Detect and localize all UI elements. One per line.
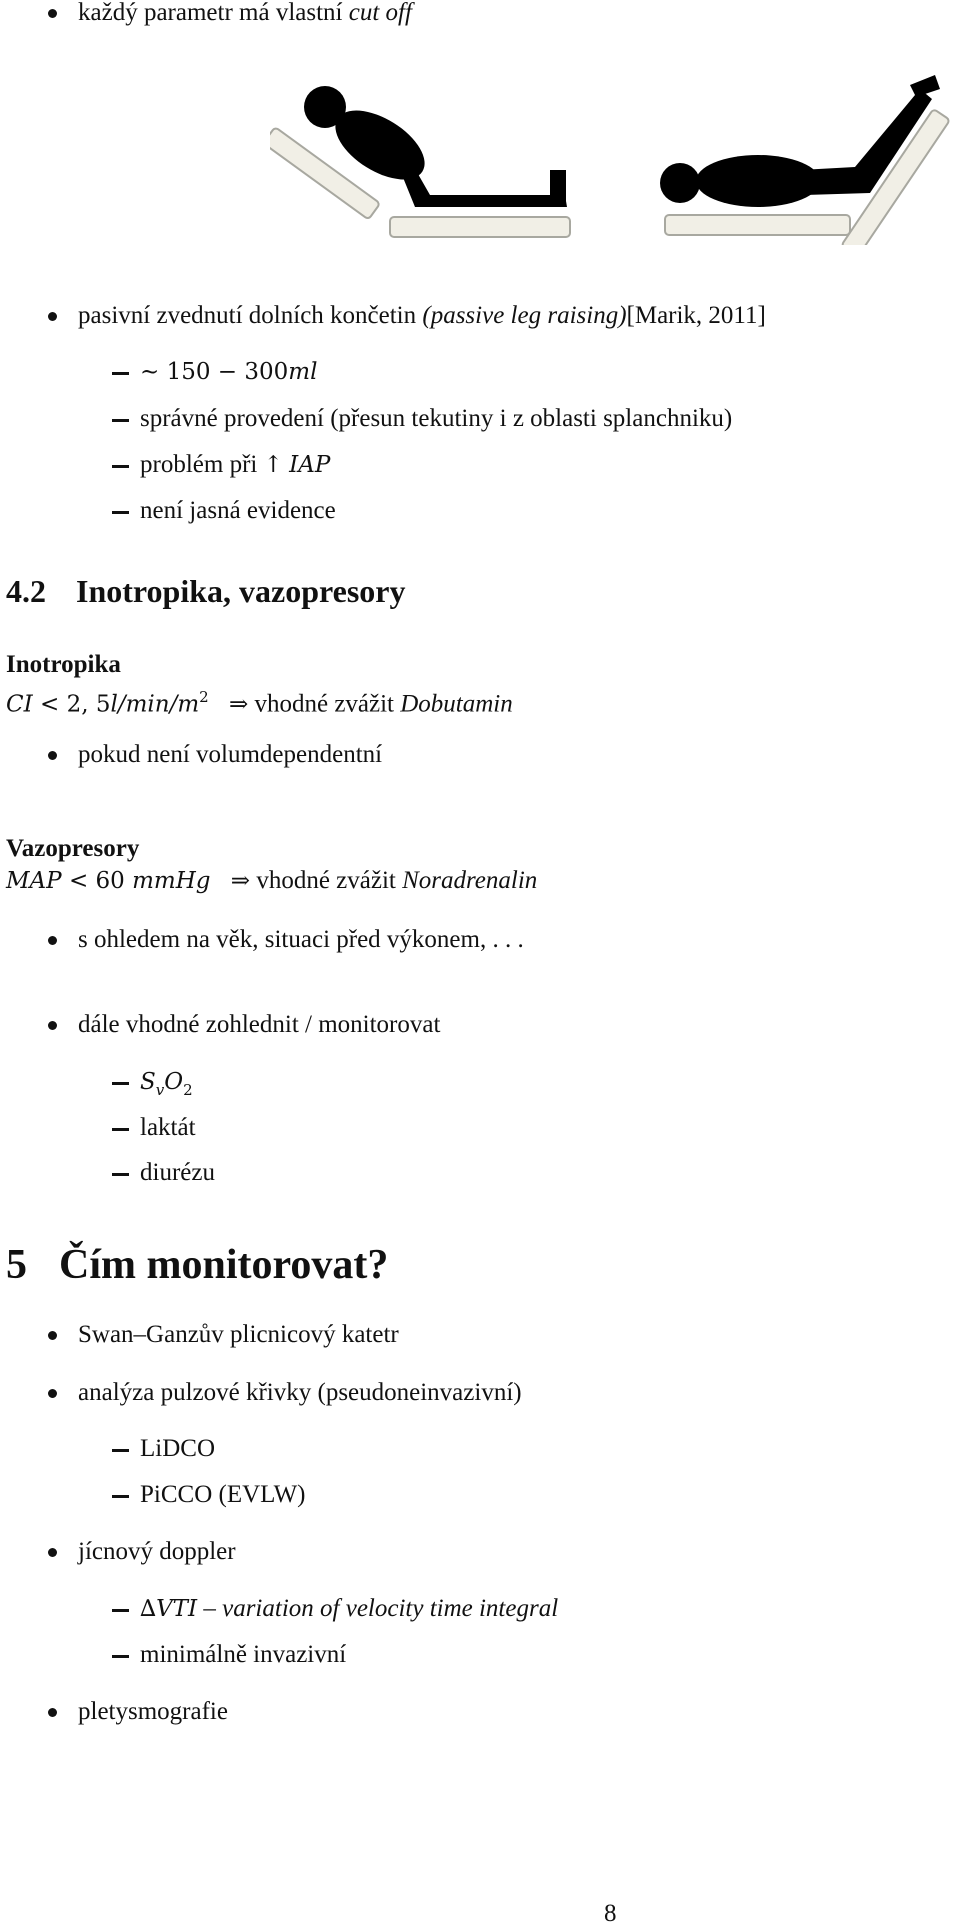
section-title: Inotropika, vazopresory — [76, 573, 406, 609]
svo2-s: S — [140, 1069, 156, 1095]
bullet-pletysmografie-text: pletysmografie — [78, 1698, 228, 1725]
inotropika-drug: Dobutamin — [400, 690, 513, 718]
bullet-swan-ganz-text: Swan–Ganzův plicnicový katetr — [78, 1321, 399, 1348]
subheading-inotropika: Inotropika — [6, 651, 121, 678]
bullet-passive-leg-raising — [78, 301, 766, 331]
svo2-o: O — [164, 1069, 184, 1095]
up-arrow-icon: ↑ — [263, 452, 283, 478]
bullet-ohledem-text: s ohledem na věk, situaci před výkonem, . . . — [78, 926, 524, 953]
pulse-item-picco — [140, 1480, 306, 1510]
pulse-item-lidco-text: LiDCO — [140, 1435, 215, 1462]
plr-title-text: pasivní zvednutí dolních končetin — [78, 302, 423, 329]
plr-item-volume-math: ∼ 150 − 300 — [140, 359, 289, 385]
implies-arrow-icon: ⇒ — [230, 868, 251, 894]
bullet-cutoff — [78, 0, 412, 28]
plr-item-volume-unit: ml — [288, 359, 318, 385]
section-number: 5 — [6, 1242, 27, 1288]
subheading-vazopresory: Vazopresory — [6, 835, 140, 862]
inotropika-math-lhs: CI — [6, 691, 33, 718]
section-heading-5 — [6, 1241, 388, 1289]
bullet-zohlednit — [78, 1010, 440, 1040]
plr-item-technique-text: správné provedení (přesun tekutiny i z oblasti splanchniku) — [140, 405, 733, 432]
inotropika-math-sup: 2 — [199, 688, 209, 706]
bullet-doppler — [78, 1537, 236, 1567]
bullet-ohledem — [78, 925, 524, 955]
zohlednit-item-diurezu-text: diurézu — [140, 1159, 215, 1186]
zohlednit-item-diurezu — [140, 1158, 215, 1188]
bullet-zohlednit-text: dále vhodné zohlednit / monitorovat — [78, 1011, 441, 1038]
bullet-cutoff-italic: cut off — [348, 0, 412, 26]
doppler-item-vti — [140, 1594, 558, 1624]
page-number: 8 — [604, 1900, 617, 1927]
svo2-v: v — [155, 1081, 165, 1099]
section-title: Čím monitorovat? — [59, 1242, 389, 1288]
zohlednit-item-laktat — [140, 1113, 196, 1143]
inotropika-criterion — [6, 682, 513, 719]
inotropika-math-unit: l/min/m — [110, 691, 200, 718]
zohlednit-item-laktat-text: laktát — [140, 1114, 196, 1141]
leg-raising-illustration — [270, 75, 960, 245]
plr-title-italic: (passive leg raising) — [422, 302, 627, 329]
plr-item-volume — [140, 357, 317, 387]
bullet-pulse-contour-text: analýza pulzové křivky (pseudoneinvazivní) — [78, 1379, 522, 1406]
inotropika-text: vhodné zvážit — [248, 690, 401, 718]
plr-title-ref: [Marik, 2011] — [626, 302, 766, 329]
doppler-item-minimal-text: minimálně invazivní — [140, 1641, 347, 1668]
doppler-item-minimal — [140, 1640, 346, 1670]
inotropika-math-rel: < 2, 5 — [32, 691, 111, 718]
implies-arrow-icon: ⇒ — [228, 691, 249, 718]
bullet-volumdependentni-text: pokud není volumdependentní — [78, 741, 383, 768]
plr-item-evidence-text: není jasná evidence — [140, 497, 336, 524]
bullet-swan-ganz — [78, 1320, 399, 1350]
pulse-item-picco-text: PiCCO (EVLW) — [140, 1481, 306, 1508]
doppler-item-vti-text: – variation of velocity time integral — [197, 1595, 559, 1622]
plr-item-evidence — [140, 496, 336, 526]
vazopresory-math-lhs: MAP — [6, 868, 62, 894]
doppler-item-vti-math: VTI — [156, 1596, 198, 1622]
section-number: 4.2 — [6, 573, 46, 609]
zohlednit-item-svo2 — [140, 1067, 193, 1105]
svo2-2: 2 — [183, 1081, 193, 1099]
plr-item-technique — [140, 404, 732, 434]
vazopresory-drug: Noradrenalin — [402, 867, 538, 894]
plr-item-iap-prefix: problém při — [140, 451, 264, 478]
bullet-doppler-text: jícnový doppler — [78, 1538, 236, 1565]
bullet-cutoff-text: každý parametr má vlastní — [78, 0, 349, 26]
bullet-volumdependentni — [78, 740, 382, 770]
vazopresory-criterion — [6, 866, 537, 896]
pulse-item-lidco — [140, 1434, 215, 1464]
delta-icon: ∆ — [140, 1596, 157, 1622]
bullet-pletysmografie — [78, 1697, 228, 1727]
plr-item-iap — [140, 450, 330, 480]
plr-item-iap-math: IAP — [289, 452, 331, 478]
bullet-pulse-contour — [78, 1378, 522, 1408]
vazopresory-math-rel: < 60 — [61, 868, 133, 894]
vazopresory-math-unit: mmHg — [132, 868, 211, 894]
section-heading-4-2 — [6, 572, 406, 610]
vazopresory-text: vhodné zvážit — [250, 867, 403, 894]
